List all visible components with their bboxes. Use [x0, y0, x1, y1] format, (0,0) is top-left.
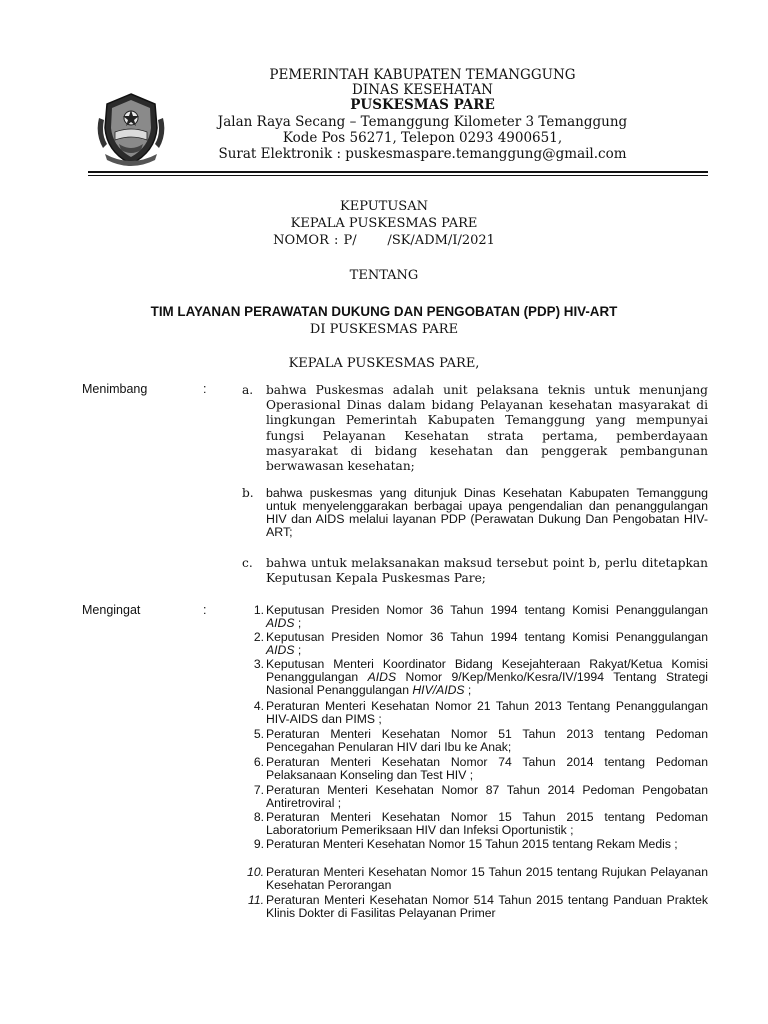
menimbang-mark-b: b. — [242, 486, 254, 500]
list-item-text-end: ; — [294, 616, 302, 630]
list-item-number: 3. — [253, 657, 264, 671]
mengingat-colon: : — [203, 603, 207, 617]
list-item-number: 1. — [253, 603, 264, 617]
list-item-number: 2. — [253, 630, 264, 644]
list-item-text-italic-2: HIV/AIDS — [412, 683, 465, 697]
mengingat-label: Mengingat — [82, 603, 141, 617]
list-item-text-end: ; — [294, 643, 302, 657]
list-item-text-main: Keputusan Presiden Nomor 36 Tahun 1994 tentang Komisi Penanggulangan — [266, 630, 708, 644]
list-item-text: Peraturan Menteri Kesehatan Nomor 87 Tahun 2014 Pedoman Pengobatan Antiretroviral ; — [266, 783, 708, 810]
list-item-number: 10. — [247, 865, 264, 879]
list-item-text: Peraturan Menteri Kesehatan Nomor 21 Tahun 2013 Tentang Penanggulangan HIV-AIDS dan PIMS ; — [266, 699, 708, 726]
decision-signer: KEPALA PUSKESMAS PARE, — [288, 356, 480, 371]
decision-subject-location: DI PUSKESMAS PARE — [309, 322, 459, 337]
decision-subject: TIM LAYANAN PERAWATAN DUKUNG DAN PENGOBATAN (PDP) HIV-ART — [150, 304, 618, 319]
decision-keputusan: KEPUTUSAN — [340, 199, 428, 214]
list-item-text-italic: AIDS — [266, 616, 295, 630]
list-item-text-main: Keputusan Presiden Nomor 36 Tahun 1994 tentang Komisi Penanggulangan — [266, 603, 708, 617]
letterhead-email: Surat Elektronik : puskesmaspare.temanggung@gmail.com — [218, 145, 627, 162]
list-item-number: 6. — [253, 755, 264, 769]
decision-number-text: NOMOR : P/ /SK/ADM/I/2021 — [273, 233, 495, 248]
list-item-text-end: ; — [464, 683, 472, 697]
list-item-text-italic: AIDS — [266, 643, 295, 657]
list-item-number: 5. — [253, 727, 264, 741]
menimbang-label: Menimbang — [82, 382, 148, 396]
menimbang-item-c: bahwa untuk melaksanakan maksud tersebut point b, perlu ditetapkan Keputusan Kepala Puskesmas Pare; — [266, 556, 708, 586]
list-item-text: Peraturan Menteri Kesehatan Nomor 74 Tahun 2014 tentang Pedoman Pelaksanaan Konseling dan Test HIV ; — [266, 755, 708, 782]
letterhead-government: PEMERINTAH KABUPATEN TEMANGGUNG — [269, 67, 576, 83]
list-item-text: Peraturan Menteri Kesehatan Nomor 51 Tahun 2013 tentang Pedoman Pencegahan Penularan HIV dari Ibu ke Anak; — [266, 727, 708, 754]
list-item-text — [266, 604, 708, 630]
list-item-number: 4. — [253, 699, 264, 713]
menimbang-colon: : — [203, 382, 207, 396]
menimbang-item-b: bahwa puskesmas yang ditunjuk Dinas Kesehatan Kabupaten Temanggung untuk menyelenggarakan berbagai upaya pengendalian dan penanggulangan HIV dan AIDS melalui layanan PDP (Perawatan Dukung Dan Pengobatan HIV-ART; — [266, 486, 708, 539]
menimbang-item-a: bahwa Puskesmas adalah unit pelaksana teknis untuk menunjang Operasional Dinas dalam bidang Pelayanan kesehatan masyarakat di lingkungan Pemerintah Kabupaten Temanggung yang mempunyai fungsi Pelayanan Kesehatan strata pertama, pemberdayaan masyarakat di bidang kesehatan dan penggerak pembangunan berwawasan kesehatan; — [266, 383, 708, 474]
list-item-text: Peraturan Menteri Kesehatan Nomor 15 Tahun 2015 tentang Rekam Medis ; — [266, 837, 678, 851]
menimbang-mark-a: a. — [242, 383, 254, 397]
list-item-text-middle: Nomor 9/Kep/Menko/Kesra/IV/1994 Tentang Strategi Nasional Penanggulangan — [266, 670, 709, 697]
letterhead-department: DINAS KESEHATAN — [352, 82, 493, 98]
list-item-text-main: Keputusan Menteri Koordinator Bidang Kesejahteraan Rakyat/Ketua Komisi Penanggulangan — [266, 657, 708, 684]
list-item-number: 7. — [253, 783, 264, 797]
decision-kepala: KEPALA PUSKESMAS PARE — [290, 216, 478, 231]
list-item-number: 11. — [247, 893, 264, 907]
list-item-number: 9. — [253, 837, 264, 851]
list-item-text-italic: AIDS — [367, 670, 397, 684]
list-item-number: 8. — [253, 810, 264, 824]
letterhead-puskesmas-name: PUSKESMAS PARE — [350, 97, 495, 113]
list-item-text: Peraturan Menteri Kesehatan Nomor 15 Tahun 2015 tentang Pedoman Laboratorium Pemeriksaan HIV dan Infeksi Oportunistik ; — [266, 810, 708, 837]
letterhead-rule-thick — [88, 171, 708, 173]
letterhead-postal-phone: Kode Pos 56271, Telepon 0293 4900651, — [282, 129, 563, 146]
list-item-text: Peraturan Menteri Kesehatan Nomor 514 Tahun 2015 tentang Panduan Praktek Klinis Dokter di Fasilitas Pelayanan Primer — [266, 893, 708, 920]
list-item-text — [266, 658, 708, 697]
letterhead-address: Jalan Raya Secang – Temanggung Kilometer 3 Temanggung — [217, 114, 628, 130]
list-item-text: Peraturan Menteri Kesehatan Nomor 15 Tahun 2015 tentang Rujukan Pelayanan Kesehatan Perorangan — [266, 865, 708, 892]
letterhead-rule-thin — [88, 175, 708, 176]
regency-emblem-logo — [95, 88, 167, 168]
decision-number — [0, 233, 768, 248]
decision-tentang: TENTANG — [349, 268, 419, 283]
list-item-text — [266, 631, 708, 657]
letterhead — [195, 67, 650, 162]
menimbang-mark-c: c. — [242, 556, 253, 570]
